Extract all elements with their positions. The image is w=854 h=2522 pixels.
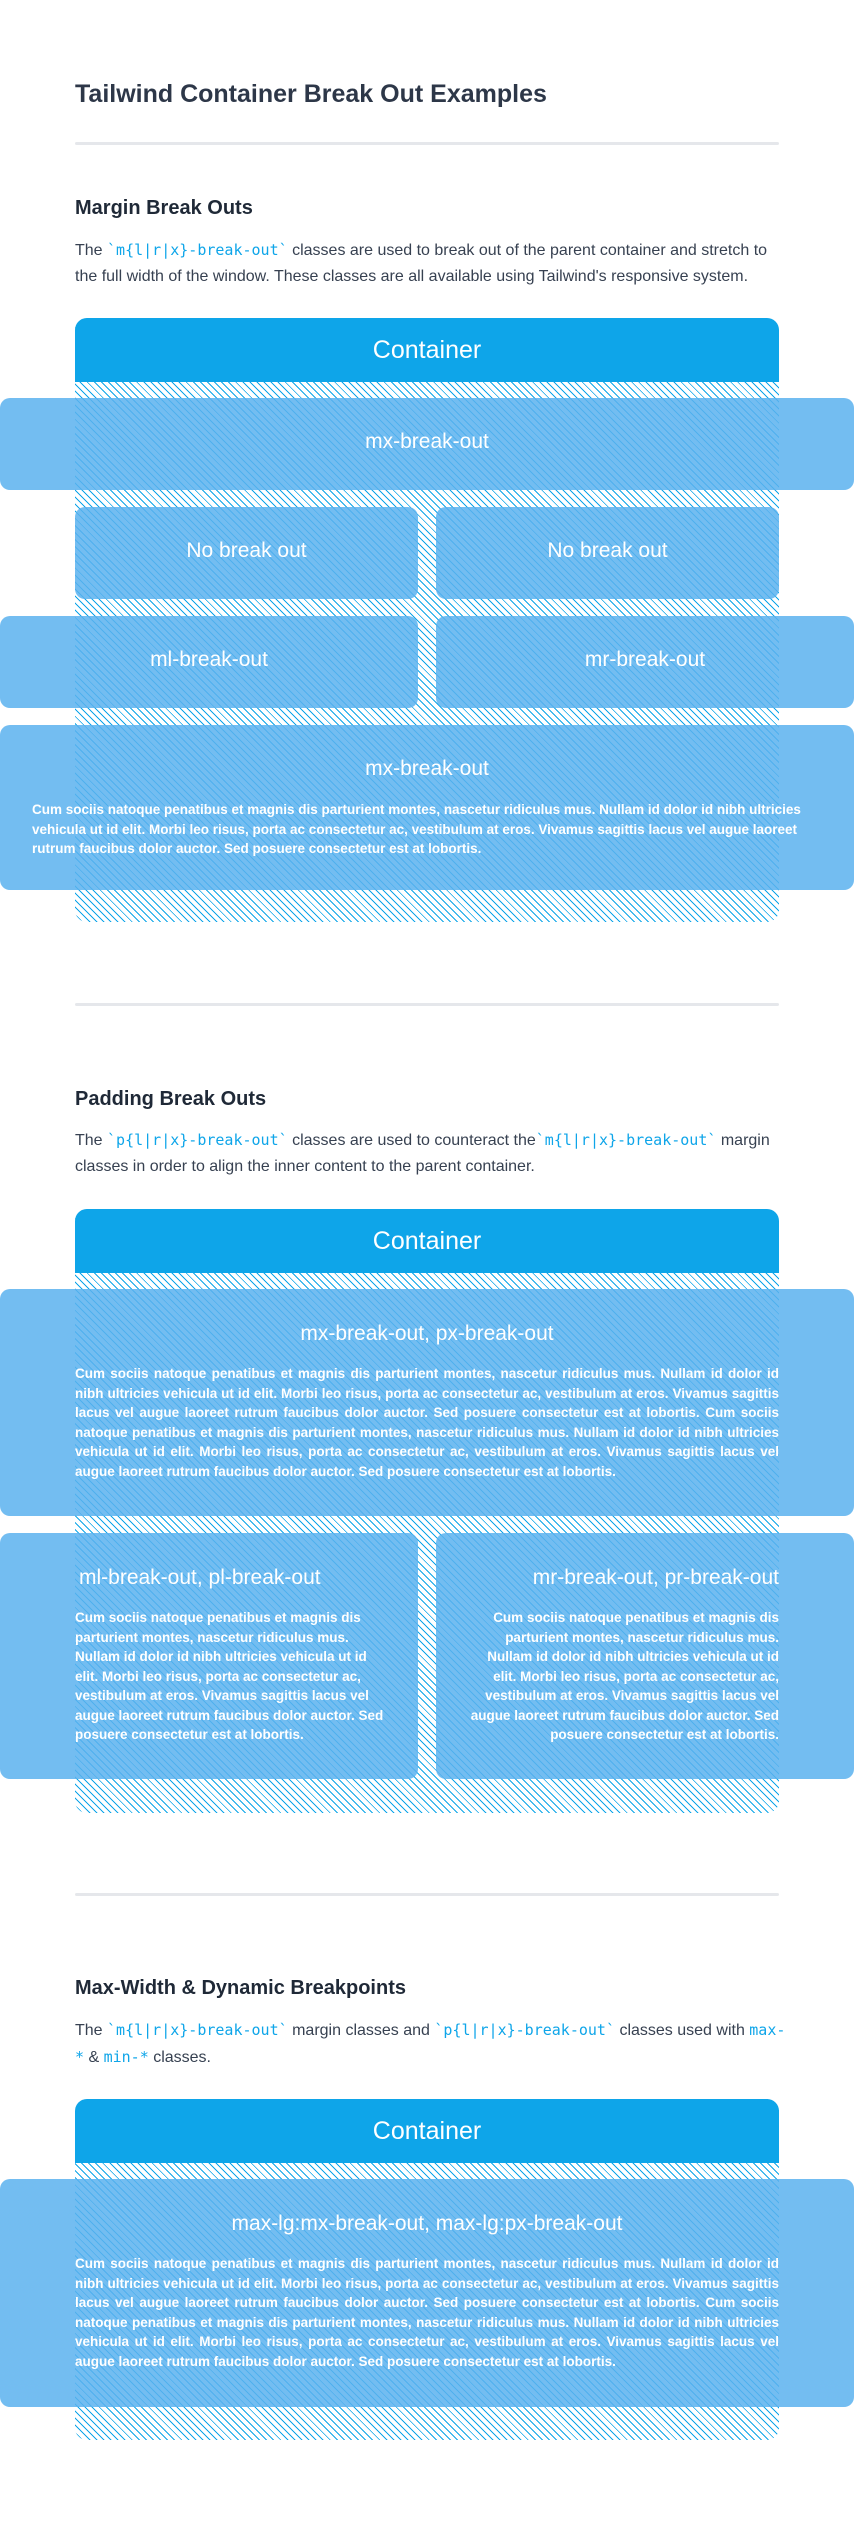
ml-break-out-box (0, 616, 418, 708)
no-break-out-box-right (436, 507, 779, 599)
container-header: Container (75, 318, 779, 382)
ml-pl-break-out-box (0, 1533, 418, 1779)
container-header: Container (75, 1209, 779, 1273)
desc-text: The (75, 242, 108, 259)
mx-break-out-text-box (0, 725, 854, 890)
box-label: mx-break-out (365, 430, 489, 453)
desc-text: The (75, 1132, 108, 1149)
box-label: mr-break-out (584, 648, 706, 671)
desc-text: classes are used to counteract the (287, 1132, 536, 1149)
mx-px-break-out-box (0, 1289, 854, 1516)
desc-code: `m{l|r|x}-break-out` (107, 2021, 288, 2039)
box-label: mr-break-out, pr-break-out (532, 1566, 779, 1589)
padding-section-description (75, 1127, 787, 1180)
desc-text: The (75, 2022, 108, 2039)
maxwidth-section-description (75, 2017, 787, 2071)
mx-break-out-box (0, 398, 854, 490)
box-label: max-lg:mx-break-out, max-lg:px-break-out (231, 2212, 623, 2235)
divider (75, 142, 779, 145)
maxwidth-section-title: Max-Width & Dynamic Breakpoints (75, 1977, 406, 1999)
padding-section-title: Padding Break Outs (75, 1088, 267, 1110)
desc-text: margin classes and (287, 2022, 435, 2039)
desc-text: classes. (148, 2049, 211, 2066)
margin-section-description (75, 237, 787, 290)
desc-text: classes used with (615, 2022, 750, 2039)
box-label: No break out (186, 539, 307, 562)
max-lg-break-out-box (0, 2179, 854, 2407)
box-label: No break out (547, 539, 668, 562)
mr-break-out-box (436, 616, 854, 708)
box-paragraph: Cum sociis natoque penatibus et magnis dis parturient montes, nascetur ridiculus mus. Nullam id dolor id nibh ultricies vehicula ut id elit. Morbi leo risus, porta ac consectetur ac, vestibulum at eros. Vivamus sagittis lacus vel augue laoreet rutrum faucibus dolor auctor. Sed posuere consectetur est at lobortis. (470, 1610, 779, 1742)
desc-text: & (84, 2049, 104, 2066)
no-break-out-box-left (75, 507, 418, 599)
box-paragraph: Cum sociis natoque penatibus et magnis dis parturient montes, nascetur ridiculus mus. Nullam id dolor id nibh ultricies vehicula ut id elit. Morbi leo risus, porta ac consectetur ac, vestibulum at eros. Vivamus sagittis lacus vel augue laoreet rutrum faucibus dolor auctor. Sed posuere consectetur est at lobortis. (32, 802, 801, 856)
desc-code: min-* (103, 2048, 149, 2066)
divider (75, 1893, 779, 1896)
margin-section-title: Margin Break Outs (75, 197, 253, 219)
desc-code: `p{l|r|x}-break-out` (434, 2021, 615, 2039)
desc-code: `m{l|r|x}-break-out` (107, 241, 288, 259)
desc-code: max-* (75, 2021, 786, 2066)
box-paragraph: Cum sociis natoque penatibus et magnis dis parturient montes, nascetur ridiculus mus. Nullam id dolor id nibh ultricies vehicula ut id elit. Morbi leo risus, porta ac consectetur ac, vestibulum at eros. Vivamus sagittis lacus vel augue laoreet rutrum faucibus dolor auctor. Sed posuere consectetur est at lobortis. (75, 1610, 384, 1742)
page-title: Tailwind Container Break Out Examples (75, 80, 547, 108)
container-header: Container (75, 2099, 779, 2163)
box-paragraph: Cum sociis natoque penatibus et magnis dis parturient montes, nascetur ridiculus mus. Nullam id dolor id nibh ultricies vehicula ut id elit. Morbi leo risus, porta ac consectetur ac, vestibulum at eros. Vivamus sagittis lacus vel augue laoreet rutrum faucibus dolor auctor. Sed posuere consectetur est at lobortis. Cum sociis natoque penatibus et magnis dis parturient montes, nascetur ridiculus mus. Nullam id dolor id nibh ultricies vehicula ut id elit. Morbi leo risus, porta ac consectetur ac, vestibulum at eros. Vivamus sagittis lacus vel augue laoreet rutrum faucibus dolor auctor. Sed posuere consectetur est at lobortis. (75, 1366, 779, 1479)
box-paragraph: Cum sociis natoque penatibus et magnis dis parturient montes, nascetur ridiculus mus. Nullam id dolor id nibh ultricies vehicula ut id elit. Morbi leo risus, porta ac consectetur ac, vestibulum at eros. Vivamus sagittis lacus vel augue laoreet rutrum faucibus dolor auctor. Sed posuere consectetur est at lobortis. Cum sociis natoque penatibus et magnis dis parturient montes, nascetur ridiculus mus. Nullam id dolor id nibh ultricies vehicula ut id elit. Morbi leo risus, porta ac consectetur ac, vestibulum at eros. Vivamus sagittis lacus vel augue laoreet rutrum faucibus dolor auctor. Sed posuere consectetur est at lobortis. (75, 2256, 779, 2369)
box-label: mx-break-out (365, 757, 489, 780)
desc-code: `p{l|r|x}-break-out` (107, 1131, 288, 1149)
desc-text: classes are used to break out of the parent container and stretch to the full width of the window. These classes are all available using Tailwind's responsive system. (75, 242, 768, 285)
box-label: mx-break-out, px-break-out (300, 1322, 554, 1345)
desc-code: `m{l|r|x}-break-out` (535, 1131, 717, 1149)
box-label: ml-break-out (150, 648, 268, 671)
mr-pr-break-out-box (436, 1533, 854, 1779)
divider (75, 1003, 779, 1006)
box-label: ml-break-out, pl-break-out (79, 1566, 321, 1589)
desc-text: margin classes in order to align the inner content to the parent container. (75, 1132, 770, 1175)
